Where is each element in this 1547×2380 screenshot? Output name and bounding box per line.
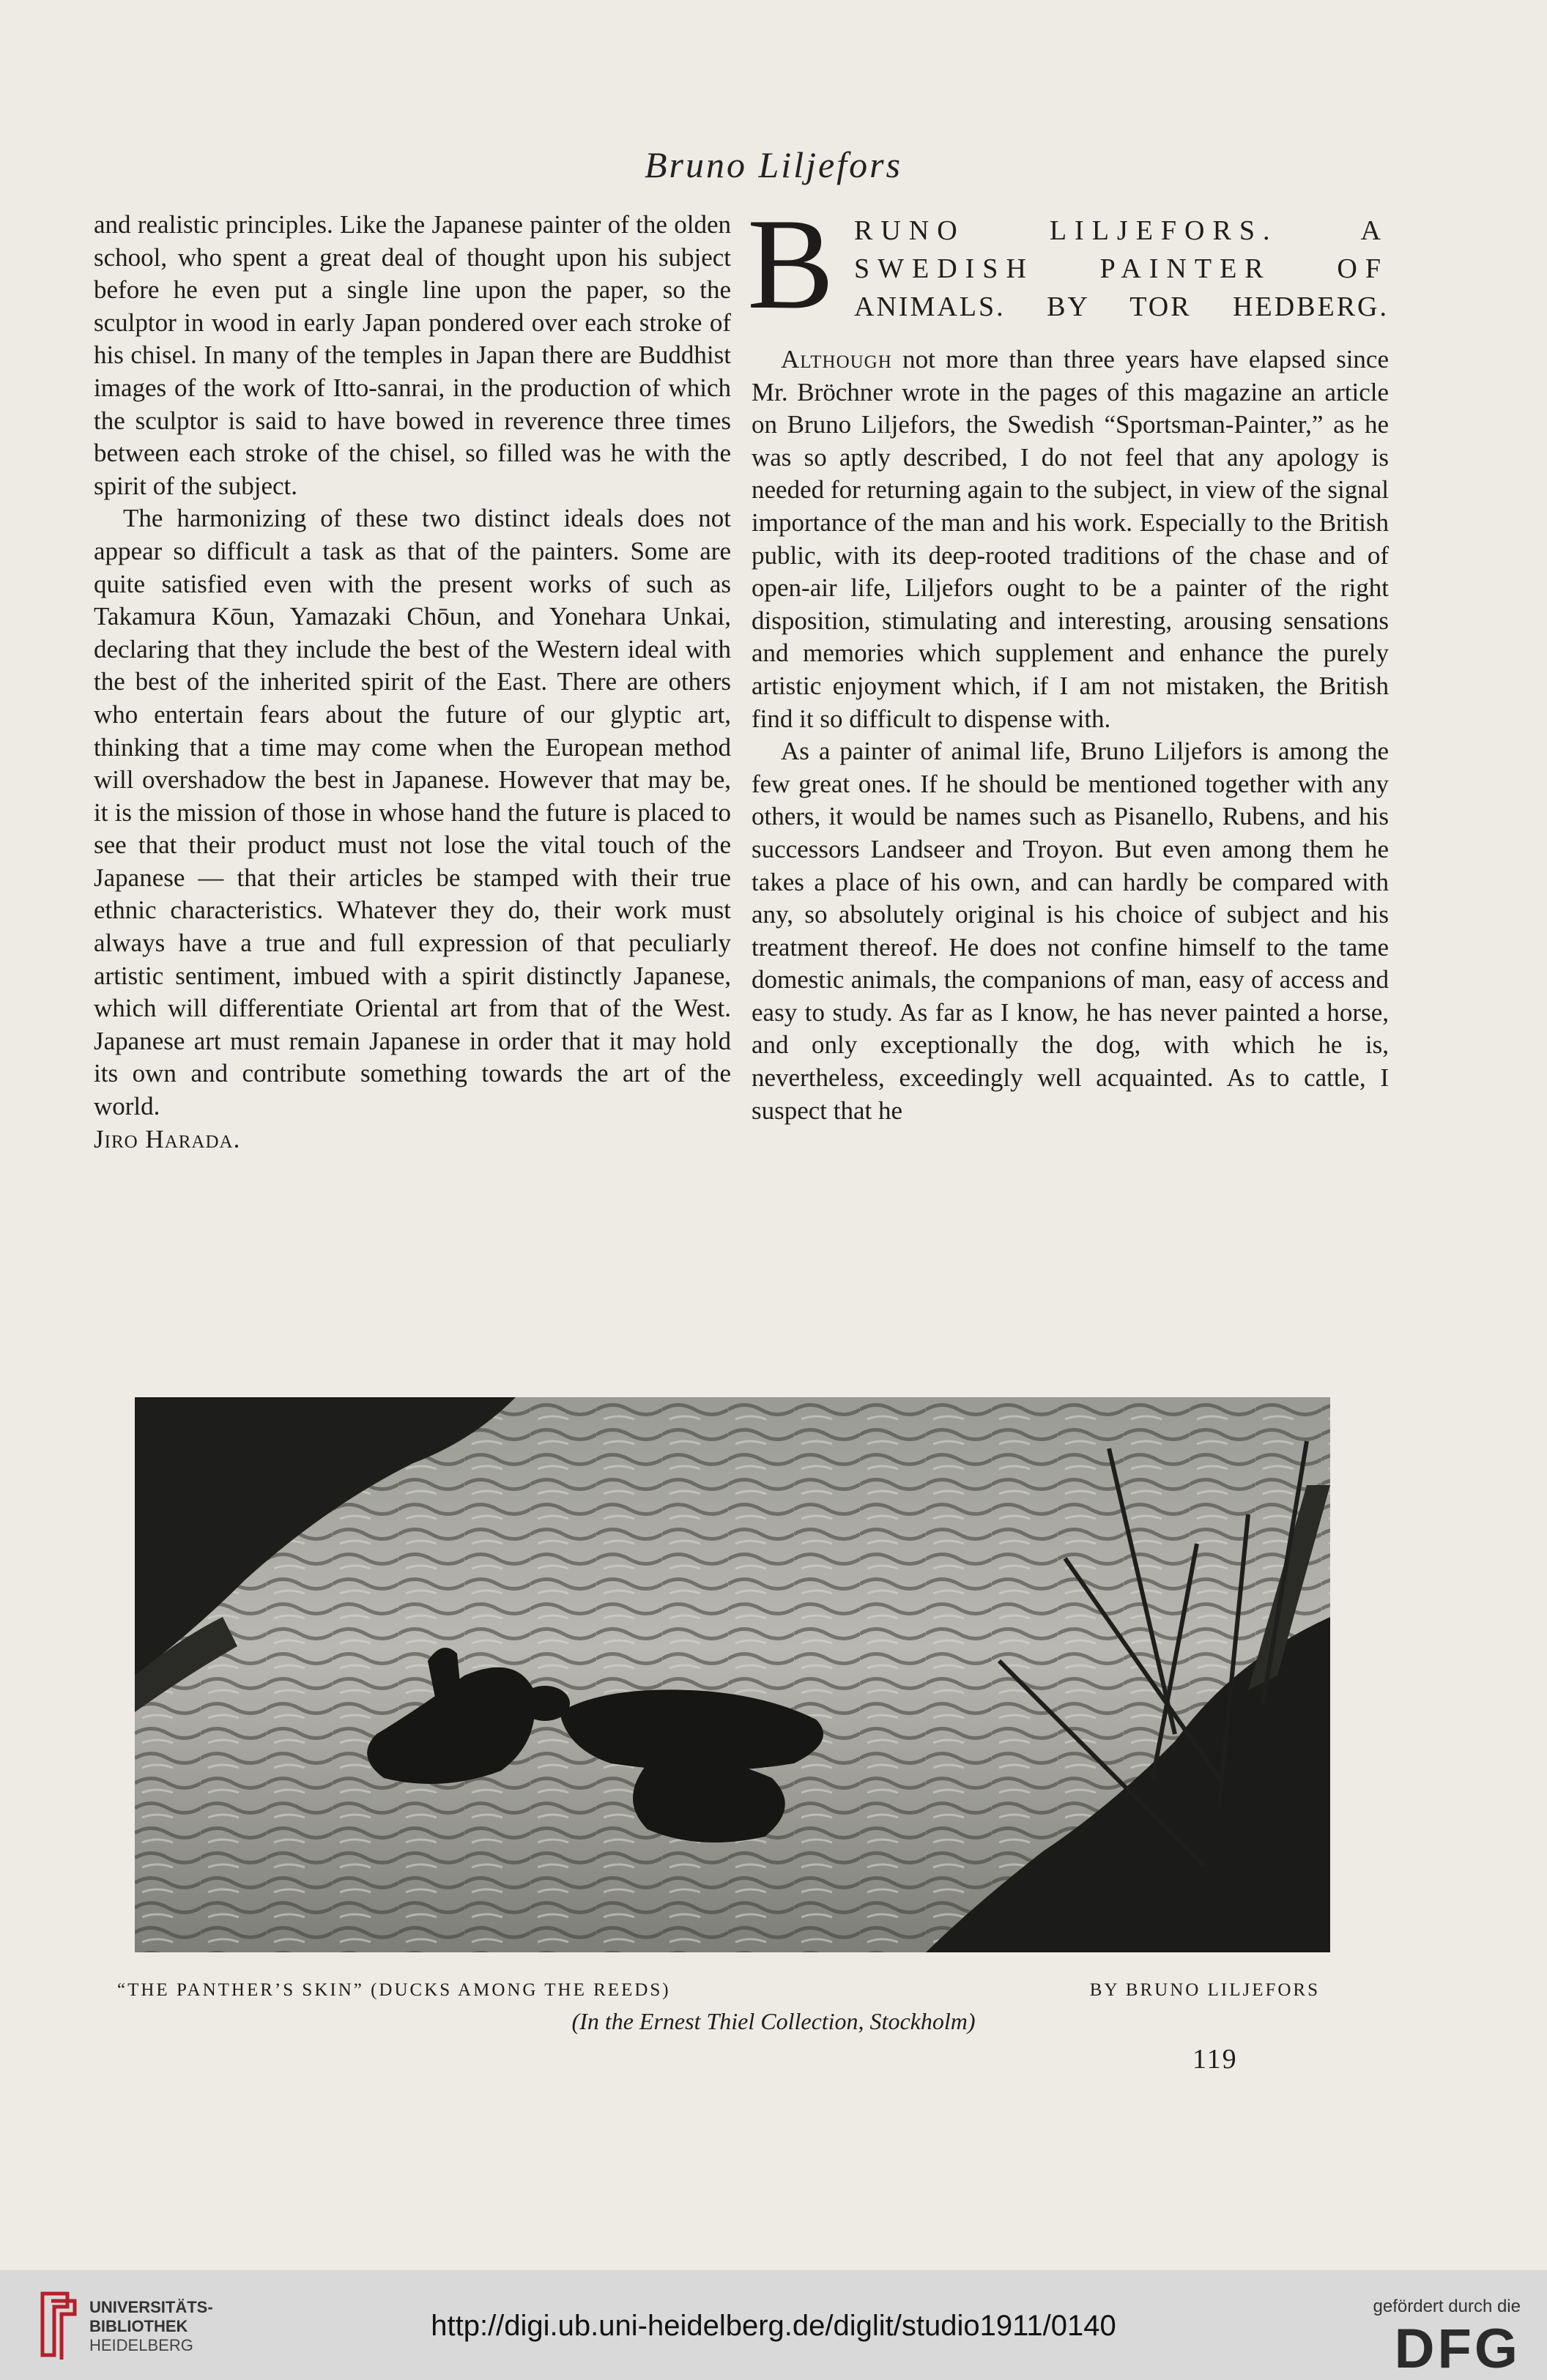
painting-plate: [135, 1397, 1330, 1952]
plate-caption-collection: (In the Ernest Thiel Collection, Stockholm): [571, 2008, 976, 2034]
left-column: [94, 209, 731, 1156]
lead-word: Although: [781, 345, 892, 373]
permalink-url[interactable]: http://digi.ub.uni-heidelberg.de/diglit/studio1911/0140: [431, 2310, 1116, 2342]
sponsor-caption: gefördert durch die: [1373, 2297, 1521, 2316]
title-line-2: SWEDISH PAINTER OF: [854, 253, 1389, 284]
digitization-footer: [0, 2270, 1547, 2380]
article-paragraph-1-text: not more than three years have elapsed since Mr. Bröchner wrote in the pages of this magazine an article on Bruno Liljefors, the Swedish “Sportsman-Painter,” as he was so aptly described, I do not feel that any apology is needed for returning again to the subject, in view of the signal importance of the man and his work. Especially to the British public, with its deep-rooted traditions of the chase and of open-air life, Liljefors ought to be a painter of the right disposition, stimulating and interesting, arousing sensations and memories which supplement and enhance the purely artistic enjoyment which, if I am not mistaken, the British find it so difficult to dispense with.: [752, 345, 1389, 733]
dfg-logo[interactable]: DFG: [1394, 2318, 1521, 2380]
library-name-line-3: HEIDELBERG: [89, 2336, 193, 2354]
title-line-1: RUNO LILJEFORS. A: [854, 215, 1389, 246]
title-line-3: ANIMALS. BY TOR HEDBERG.: [854, 291, 1389, 322]
library-name-line-2: BIBLIOTHEK: [89, 2317, 188, 2335]
library-name-line-1: UNIVERSITÄTS-: [89, 2298, 213, 2316]
plate-caption-title: “THE PANTHER’S SKIN” (DUCKS AMONG THE REEDS): [117, 1980, 671, 2000]
ducks-among-reeds-painting: [135, 1397, 1330, 1952]
author-signature: Jiro Harada.: [94, 1124, 241, 1153]
plate-caption-credit: BY BRUNO LILJEFORS: [1089, 1980, 1320, 2000]
left-paragraph-1: and realistic principles. Like the Japanese painter of the olden school, who spent a great deal of thought upon his subject before he even put a single line upon the paper, so the sculptor in wood in early Japan pondered over each stroke of his chisel. In many of the temples in Japan there are Buddhist images of the work of Itto-sanrai, in the production of which the sculptor is said to have bowed in reverence three times between each stroke of the chisel, so filled was he with the spirit of the subject.: [94, 210, 731, 500]
drop-cap: B: [747, 191, 834, 336]
article-paragraph-1: [752, 343, 1389, 735]
page-number: 119: [1192, 2044, 1238, 2075]
article-paragraph-2: As a painter of animal life, Bruno Liljefors is among the few great ones. If he should be mentioned together with any others, it would be names such as Pisanello, Rubens, and his successors Landseer and Troyon. But even among them he takes a place of his own, and can hardly be compared with any, so absolutely original is his choice of subject and his treatment thereof. He does not confine himself to the tame domestic animals, the companions of man, easy of access and easy to study. As far as I know, he has never painted a horse, and only exceptionally the dog, with which he is, nevertheless, exceedingly well acquainted. As to cattle, I suspect that he: [752, 737, 1389, 1125]
right-column: [747, 191, 1389, 1127]
running-head: Bruno Liljefors: [645, 144, 902, 185]
article-title: [747, 191, 1389, 336]
left-paragraph-2: The harmonizing of these two distinct ideals does not appear so difficult a task as that of the painters. Some are quite satisfied even with the present works of such as Takamura Kōun, Yamazaki Chōun, and Yonehara Unkai, declaring that they include the best of the Western ideal with the best of the inherited spirit of the East. There are others who entertain fears about the future of our glyptic art, thinking that a time may come when the European method will overshadow the best in Japanese. However that may be, it is the mission of those in whose hand the future is placed to see that their product must not lose the vital touch of the Japanese — that their articles be stamped with their true ethnic characteristics. Whatever they do, their work must always have a true and full expression of that peculiarly artistic sentiment, imbued with a spirit distinctly Japanese, which will differentiate Oriental art from that of the West. Japanese art must remain Japanese in order that it may hold its own and contribute something towards the art of the world.: [94, 504, 731, 1121]
